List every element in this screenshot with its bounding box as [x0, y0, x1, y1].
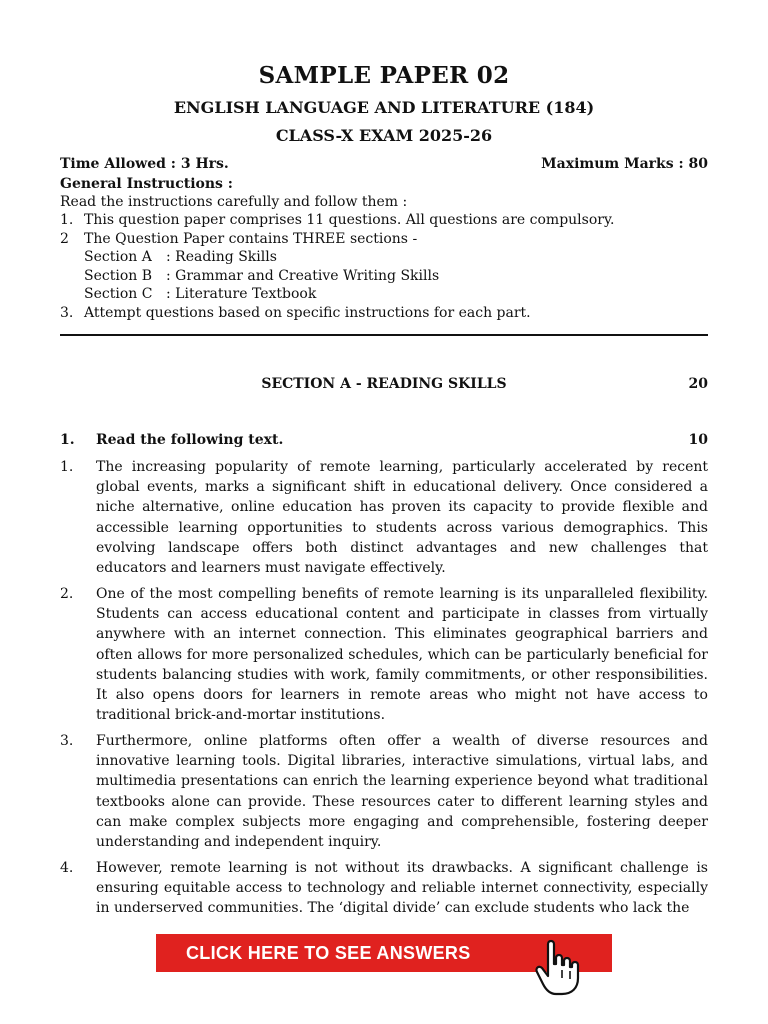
paper-title: SAMPLE PAPER 02	[258, 62, 510, 89]
section-desc: : Reading Skills	[166, 249, 277, 265]
section-a-marks: 20	[688, 376, 708, 392]
passage-paragraph	[60, 457, 708, 578]
instruction-item	[60, 211, 708, 230]
section-name: Section B	[84, 267, 153, 284]
instruction-item	[60, 230, 708, 249]
divider	[60, 334, 708, 336]
section-desc: : Grammar and Creative Writing Skills	[166, 267, 440, 284]
section-name: Section A	[84, 249, 152, 265]
instructions-list	[60, 211, 708, 322]
section-desc: : Literature Textbook	[166, 286, 317, 302]
section-line	[60, 285, 708, 304]
paragraph-number: 2.	[60, 586, 74, 602]
paper-subject: ENGLISH LANGUAGE AND LITERATURE (184)	[173, 98, 595, 117]
instructions-intro: Read the instructions carefully and follow them :	[60, 194, 408, 210]
pointer-hand-icon	[534, 938, 582, 998]
instruction-item	[60, 304, 708, 323]
section-line	[60, 267, 708, 286]
instruction-number: 2	[60, 230, 69, 247]
section-name: Section C	[84, 286, 153, 302]
instruction-text: The Question Paper contains THREE sections -	[84, 230, 418, 247]
paragraph-number: 4.	[60, 860, 74, 876]
see-answers-button[interactable]: CLICK HERE TO SEE ANSWERS	[156, 934, 612, 972]
paragraph-text: Furthermore, online platforms often offer a wealth of diverse resources and innovative learning tools. Digital libraries, interactive simulations, virtual labs, and multimedia presentations can enrich the learning experience beyond what traditional textbooks alone can provide. These resources cater to different learning styles and can make complex subjects more engaging and comprehensible, fostering deeper understanding and independent inquiry.	[96, 733, 708, 851]
instruction-number: 3.	[60, 304, 74, 321]
passage-paragraph	[60, 858, 708, 922]
paragraph-number: 1.	[60, 459, 74, 475]
question-prompt: Read the following text.	[96, 432, 284, 448]
passage-paragraph	[60, 584, 708, 725]
instruction-text: This question paper comprises 11 questions. All questions are compulsory.	[84, 212, 615, 228]
paragraph-number: 3.	[60, 733, 74, 749]
paragraph-text: The increasing popularity of remote learning, particularly accelerated by recent global events, marks a significant shift in educational delivery. Once considered a niche alternative, online education has proven its capacity to provide flexible and accessible learning opportunities to students across various demographics. This evolving landscape offers both distinct advantages and new challenges that educators and learners must navigate effectively.	[96, 459, 708, 577]
question-number: 1.	[60, 432, 75, 448]
paragraph-text: One of the most compelling benefits of remote learning is its unparalleled flexibility. Students can access educational content and participate in classes from virtually anywhere with an internet connection. This eliminates geographical barriers and often allows for more personalized schedules, which can be particularly beneficial for students balancing studies with work, family commitments, or other responsibilities. It also opens doors for learners in remote areas who might not have access to traditional brick-and-mortar institutions.	[96, 586, 708, 724]
maximum-marks: Maximum Marks : 80	[541, 156, 708, 172]
section-line	[60, 248, 708, 267]
paper-exam: CLASS-X EXAM 2025-26	[275, 126, 493, 145]
instruction-text: Attempt questions based on specific instructions for each part.	[84, 304, 531, 321]
passage-paragraph	[60, 731, 708, 852]
question-marks: 10	[688, 432, 708, 448]
time-allowed: Time Allowed : 3 Hrs.	[60, 156, 229, 172]
instruction-number: 1.	[60, 212, 74, 228]
paragraph-text: However, remote learning is not without its drawbacks. A significant challenge is ensuring equitable access to technology and reliable internet connectivity, especially in underserved communities. The ‘digital divide’ can exclude students who lack the	[96, 860, 708, 917]
section-a-title: SECTION A - READING SKILLS	[261, 376, 507, 392]
general-instructions-heading: General Instructions :	[60, 176, 233, 192]
